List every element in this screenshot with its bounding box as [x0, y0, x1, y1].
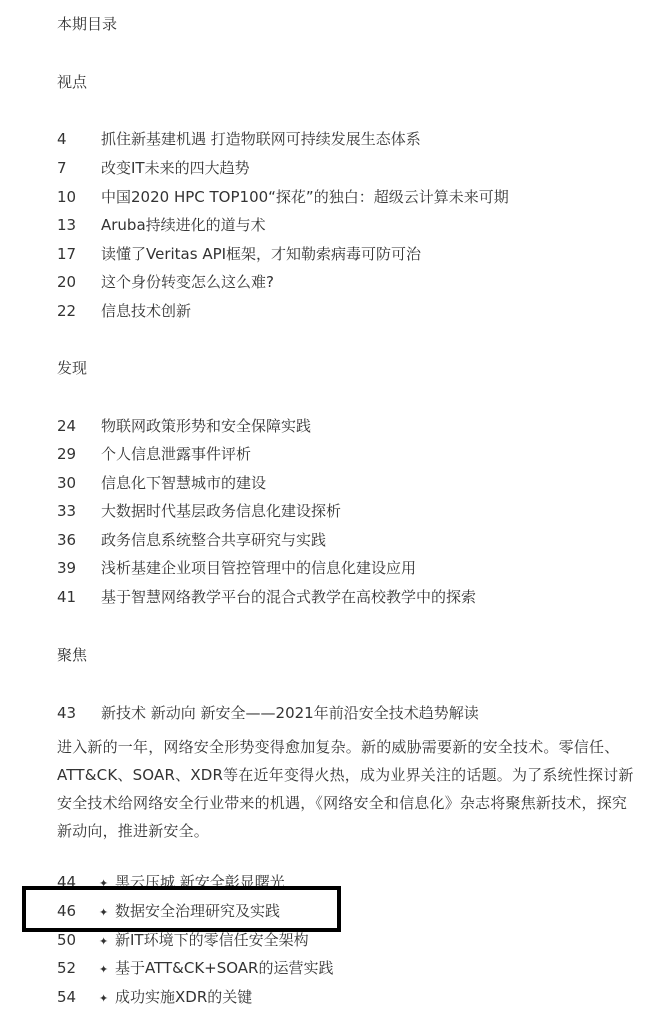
entry-title: 数据安全治理研究及实践	[115, 902, 281, 920]
toc-sub-entry[interactable]	[57, 930, 309, 952]
toc-entry[interactable]	[57, 301, 191, 321]
entry-title: 黑云压城 新安全彰显曙光	[115, 873, 285, 891]
toc-sub-entry[interactable]	[57, 987, 252, 1009]
entry-page-number: 4	[57, 130, 67, 148]
toc-entry[interactable]	[57, 703, 479, 723]
toc-entry[interactable]	[57, 215, 266, 235]
entry-title: 信息化下智慧城市的建设	[101, 474, 267, 492]
entry-page-number: 41	[57, 588, 77, 606]
toc-entry[interactable]	[57, 587, 476, 607]
toc-heading: 本期目录	[57, 15, 118, 33]
toc-entry[interactable]	[57, 244, 421, 264]
entry-page-number: 36	[57, 531, 77, 549]
entry-title: 成功实施XDR的关键	[115, 988, 253, 1006]
toc-entry[interactable]	[57, 416, 311, 436]
entry-page-number: 54	[57, 988, 77, 1006]
entry-page-number: 7	[57, 159, 67, 177]
entry-title: 中国2020 HPC TOP100“探花”的独白：超级云计算未来可期	[101, 188, 509, 206]
toc-entry[interactable]	[57, 444, 251, 464]
section-heading-discovery: 发现	[57, 359, 88, 377]
entry-page-number: 33	[57, 502, 77, 520]
entry-title: 新技术 新动向 新安全——2021年前沿安全技术趋势解读	[101, 704, 479, 722]
entry-title: 基于智慧网络教学平台的混合式教学在高校教学中的探索	[101, 588, 477, 606]
entry-title: 物联网政策形势和安全保障实践	[101, 417, 312, 435]
star-bullet-icon: ✦	[99, 935, 109, 948]
star-bullet-icon: ✦	[99, 992, 109, 1005]
entry-page-number: 30	[57, 474, 77, 492]
toc-entry[interactable]	[57, 272, 274, 292]
toc-entry[interactable]	[57, 530, 326, 550]
entry-page-number: 10	[57, 188, 77, 206]
toc-sub-entry[interactable]	[57, 958, 333, 980]
entry-page-number: 13	[57, 216, 77, 234]
entry-title: 这个身份转变怎么这么难?	[101, 273, 274, 291]
entry-title: 政务信息系统整合共享研究与实践	[101, 531, 327, 549]
focus-intro-paragraph: 进入新的一年，网络安全形势变得愈加复杂。新的威胁需要新的安全技术。零信任、ATT&CK、SOAR、XDR等在近年变得火热，成为业界关注的话题。为了系统性探讨新安全技术给网络安全行业带来的机遇，《网络安全和信息化》杂志将聚焦新技术，探究新动向，推进新安全。	[57, 738, 634, 840]
entry-page-number: 52	[57, 959, 77, 977]
entry-page-number: 24	[57, 417, 77, 435]
toc-entry[interactable]	[57, 129, 421, 149]
entry-page-number: 20	[57, 273, 77, 291]
section-heading-focus: 聚焦	[57, 646, 88, 664]
section-heading-viewpoint: 视点	[57, 73, 88, 91]
entry-title: 新IT环境下的零信任安全架构	[115, 931, 309, 949]
entry-page-number: 29	[57, 445, 77, 463]
toc-entry[interactable]	[57, 558, 416, 578]
toc-entry[interactable]	[57, 187, 509, 207]
entry-title: 个人信息泄露事件评析	[101, 445, 252, 463]
entry-title: 抓住新基建机遇 打造物联网可持续发展生态体系	[101, 130, 421, 148]
entry-page-number: 50	[57, 931, 77, 949]
entry-title: 信息技术创新	[101, 302, 192, 320]
star-bullet-icon: ✦	[99, 963, 109, 976]
toc-entry[interactable]	[57, 473, 266, 493]
star-bullet-icon: ✦	[99, 906, 109, 919]
toc-entry[interactable]	[57, 158, 250, 178]
entry-page-number: 39	[57, 559, 77, 577]
entry-title: 读懂了Veritas API框架，才知勒索病毒可防可治	[101, 245, 422, 263]
entry-page-number: 17	[57, 245, 77, 263]
highlight-box	[22, 886, 341, 932]
entry-page-number: 46	[57, 902, 77, 920]
entry-title: 基于ATT&CK+SOAR的运营实践	[115, 959, 334, 977]
entry-title: 浅析基建企业项目管控管理中的信息化建设应用	[101, 559, 417, 577]
entry-page-number: 22	[57, 302, 77, 320]
star-bullet-icon: ✦	[99, 877, 109, 890]
toc-entry[interactable]	[57, 501, 341, 521]
entry-title: 改变IT未来的四大趋势	[101, 159, 250, 177]
entry-title: 大数据时代基层政务信息化建设探析	[101, 502, 342, 520]
entry-page-number: 43	[57, 704, 77, 722]
entry-title: Aruba持续进化的道与术	[101, 216, 266, 234]
entry-page-number: 44	[57, 873, 77, 891]
